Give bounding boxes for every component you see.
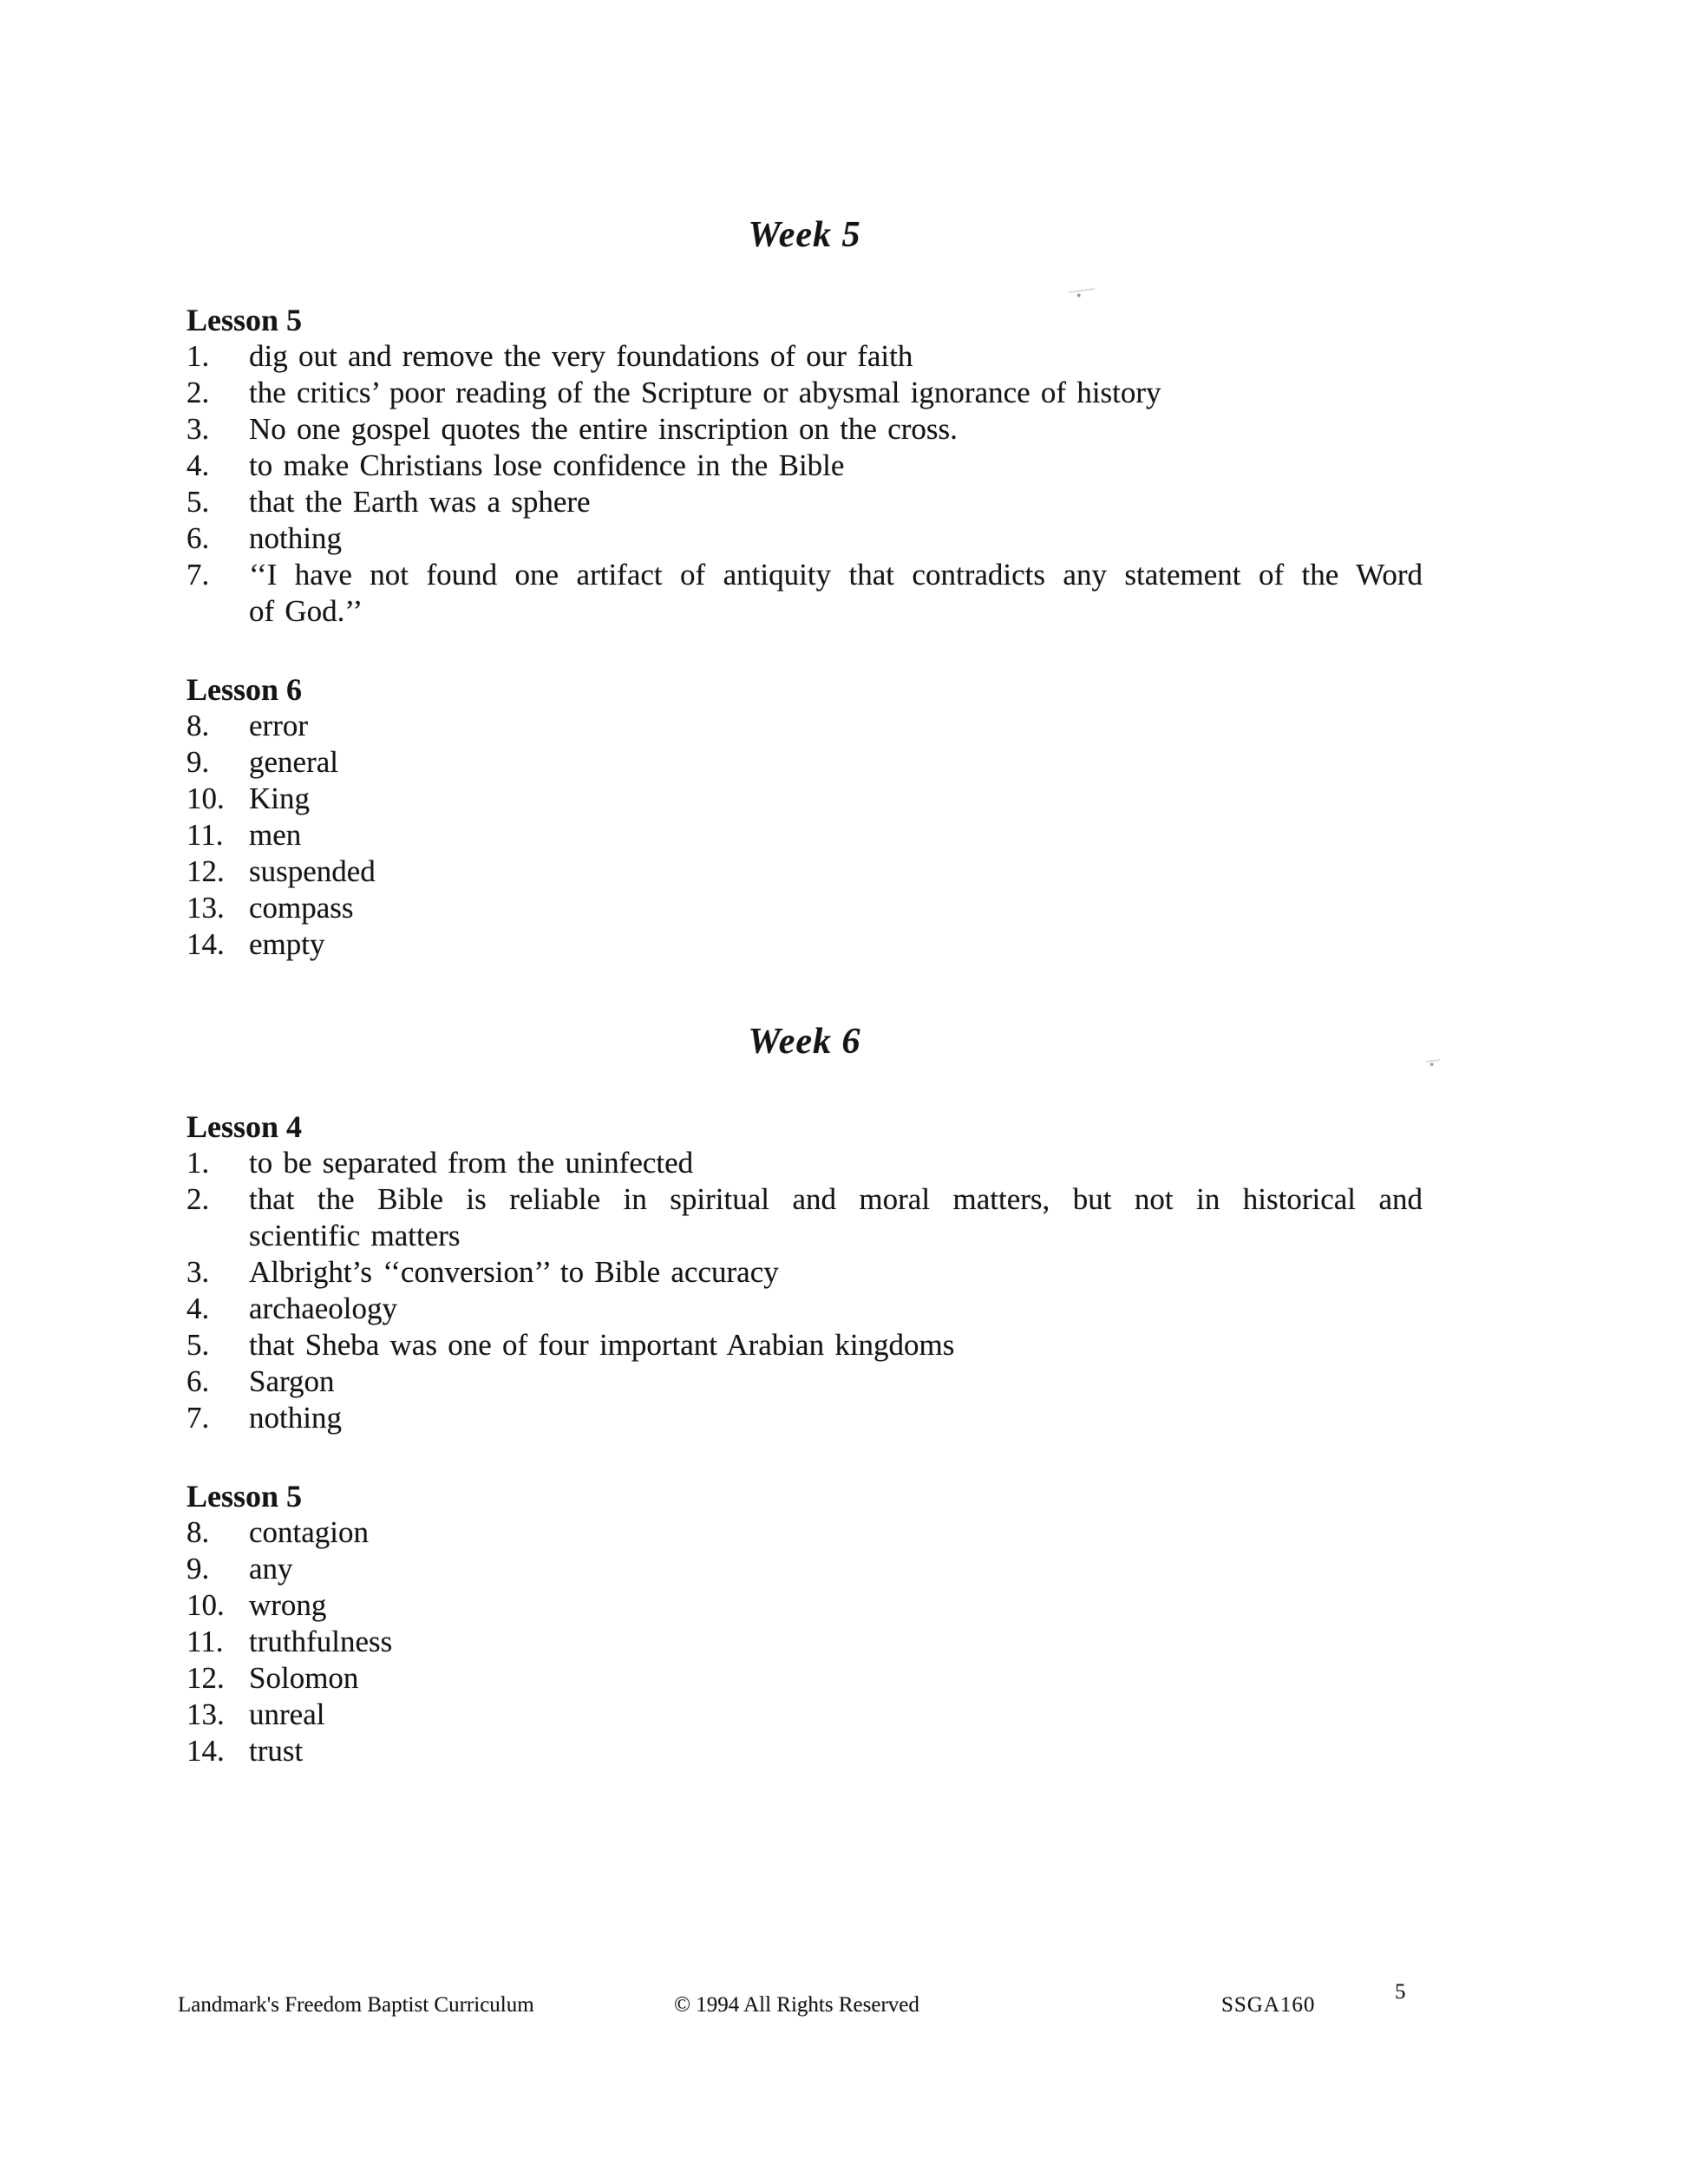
lesson-section [186, 671, 1423, 963]
answer-text [249, 338, 1423, 375]
answer-line: error [249, 709, 309, 742]
answer-key-content [186, 217, 1423, 1769]
answer-list [186, 338, 1423, 630]
answer-list [186, 1145, 1423, 1436]
answer-number: 3. [186, 412, 210, 446]
lesson-title: Lesson 6 [186, 672, 303, 707]
answer-text [249, 448, 1423, 484]
answer-number: 5. [186, 485, 210, 519]
answer-line: general [249, 745, 338, 779]
answer-text [249, 375, 1423, 411]
answer-text [249, 1145, 1423, 1181]
lesson-section [186, 1478, 1423, 1769]
footer-course-code: SSGA160 [1221, 1993, 1316, 2017]
answer-item [186, 781, 1423, 817]
answer-item [186, 557, 1423, 630]
answer-item [186, 1291, 1423, 1327]
answer-item [186, 1363, 1423, 1400]
answer-number: 8. [186, 709, 210, 742]
answer-number: 11. [186, 818, 224, 852]
answer-number: 9. [186, 1552, 210, 1586]
answer-text [249, 411, 1423, 448]
answer-text [249, 1587, 1423, 1624]
answer-number: 8. [186, 1515, 210, 1549]
answer-line: the critics’ poor reading of the Scripture or abysmal ignorance of history [249, 376, 1161, 409]
footer-copyright: © 1994 All Rights Reserved [674, 1993, 919, 2017]
answer-item [186, 1400, 1423, 1436]
answer-line: archaeology [249, 1291, 398, 1325]
answer-text [249, 781, 1423, 817]
answer-item [186, 926, 1423, 963]
answer-line: suspended [249, 854, 376, 888]
answer-item [186, 1660, 1423, 1697]
answer-text [249, 1660, 1423, 1697]
lesson-section [186, 302, 1423, 630]
answer-text [249, 708, 1423, 744]
answer-item [186, 1514, 1423, 1551]
answer-text [249, 520, 1423, 557]
answer-text [249, 1514, 1423, 1551]
answer-list [186, 1514, 1423, 1769]
answer-item [186, 375, 1423, 411]
answer-number: 10. [186, 1588, 225, 1622]
week-heading: Week 6 [748, 1022, 861, 1062]
answer-line: that the Bible is reliable in spiritual and moral matters, but not in historical and [249, 1182, 1423, 1216]
answer-number: 14. [186, 1734, 225, 1768]
answer-number: 6. [186, 1364, 210, 1398]
answer-text [249, 890, 1423, 926]
answer-item [186, 1733, 1423, 1769]
answer-item [186, 1697, 1423, 1733]
answer-number: 13. [186, 1697, 225, 1731]
answer-line: compass [249, 891, 354, 925]
answer-line: that the Earth was a sphere [249, 485, 591, 519]
answer-text [249, 926, 1423, 963]
answer-line: contagion [249, 1515, 370, 1549]
footer-publisher: Landmark's Freedom Baptist Curriculum [178, 1993, 534, 2017]
answer-number: 1. [186, 339, 210, 373]
answer-line: men [249, 818, 302, 852]
answer-line: of God.’’ [249, 594, 363, 628]
answer-number: 1. [186, 1146, 210, 1180]
answer-line: trust [249, 1734, 304, 1768]
answer-number: 4. [186, 448, 210, 482]
answer-text [249, 1624, 1423, 1660]
answer-number: 5. [186, 1328, 210, 1362]
answer-text [249, 1254, 1423, 1291]
answer-number: 4. [186, 1291, 210, 1325]
answer-item [186, 1181, 1423, 1254]
answer-line: nothing [249, 521, 342, 555]
answer-number: 3. [186, 1255, 210, 1289]
answer-item [186, 708, 1423, 744]
answer-number: 9. [186, 745, 210, 779]
scan-speck [1426, 1059, 1440, 1063]
answer-text [249, 853, 1423, 890]
answer-number: 7. [186, 1401, 210, 1435]
answer-number: 13. [186, 891, 225, 925]
answer-number: 11. [186, 1625, 224, 1658]
answer-item [186, 853, 1423, 890]
answer-line: that Sheba was one of four important Arabian kingdoms [249, 1328, 955, 1362]
answer-text [249, 1400, 1423, 1436]
answer-item [186, 1624, 1423, 1660]
answer-text [249, 557, 1423, 630]
answer-line: Solomon [249, 1661, 359, 1695]
answer-line: No one gospel quotes the entire inscription on the cross. [249, 412, 958, 446]
answer-item [186, 1327, 1423, 1363]
answer-number: 12. [186, 1661, 225, 1695]
answer-number: 14. [186, 927, 225, 961]
answer-line: dig out and remove the very foundations of our faith [249, 339, 913, 373]
answer-item [186, 890, 1423, 926]
answer-text [249, 484, 1423, 520]
answer-item [186, 1587, 1423, 1624]
answer-line: any [249, 1552, 293, 1586]
answer-text [249, 1551, 1423, 1587]
answer-line: Sargon [249, 1364, 335, 1398]
answer-item [186, 520, 1423, 557]
answer-line: empty [249, 927, 325, 961]
answer-item [186, 817, 1423, 853]
answer-text [249, 1733, 1423, 1769]
answer-item [186, 1551, 1423, 1587]
page-number: 5 [1395, 1980, 1406, 2004]
lesson-title: Lesson 5 [186, 1479, 303, 1514]
answer-item [186, 744, 1423, 781]
answer-text [249, 817, 1423, 853]
answer-line: scientific matters [249, 1219, 461, 1252]
answer-number: 12. [186, 854, 225, 888]
answer-line: wrong [249, 1588, 327, 1622]
answer-text [249, 1363, 1423, 1400]
answer-line: to be separated from the uninfected [249, 1146, 694, 1180]
answer-line: to make Christians lose confidence in the Bible [249, 448, 845, 482]
answer-number: 7. [186, 558, 210, 592]
answer-line: nothing [249, 1401, 342, 1435]
answer-text [249, 744, 1423, 781]
answer-line: Albright’s ‘‘conversion’’ to Bible accuracy [249, 1255, 779, 1289]
answer-text [249, 1327, 1423, 1363]
answer-number: 2. [186, 1182, 210, 1216]
answer-item [186, 1254, 1423, 1291]
lesson-section [186, 1108, 1423, 1436]
answer-line: ‘‘I have not found one artifact of antiquity that contradicts any statement of the Word [249, 558, 1423, 592]
answer-line: truthfulness [249, 1625, 393, 1658]
answer-item [186, 448, 1423, 484]
answer-line: King [249, 781, 310, 815]
answer-line: unreal [249, 1697, 325, 1731]
answer-text [249, 1181, 1423, 1254]
answer-item [186, 338, 1423, 375]
answer-number: 6. [186, 521, 210, 555]
answer-text [249, 1291, 1423, 1327]
week-heading: Week 5 [748, 215, 861, 255]
lesson-title: Lesson 5 [186, 303, 303, 337]
lesson-title: Lesson 4 [186, 1109, 303, 1144]
answer-item [186, 484, 1423, 520]
answer-number: 10. [186, 781, 225, 815]
answer-text [249, 1697, 1423, 1733]
answer-list [186, 708, 1423, 963]
answer-item [186, 411, 1423, 448]
answer-item [186, 1145, 1423, 1181]
answer-number: 2. [186, 376, 210, 409]
